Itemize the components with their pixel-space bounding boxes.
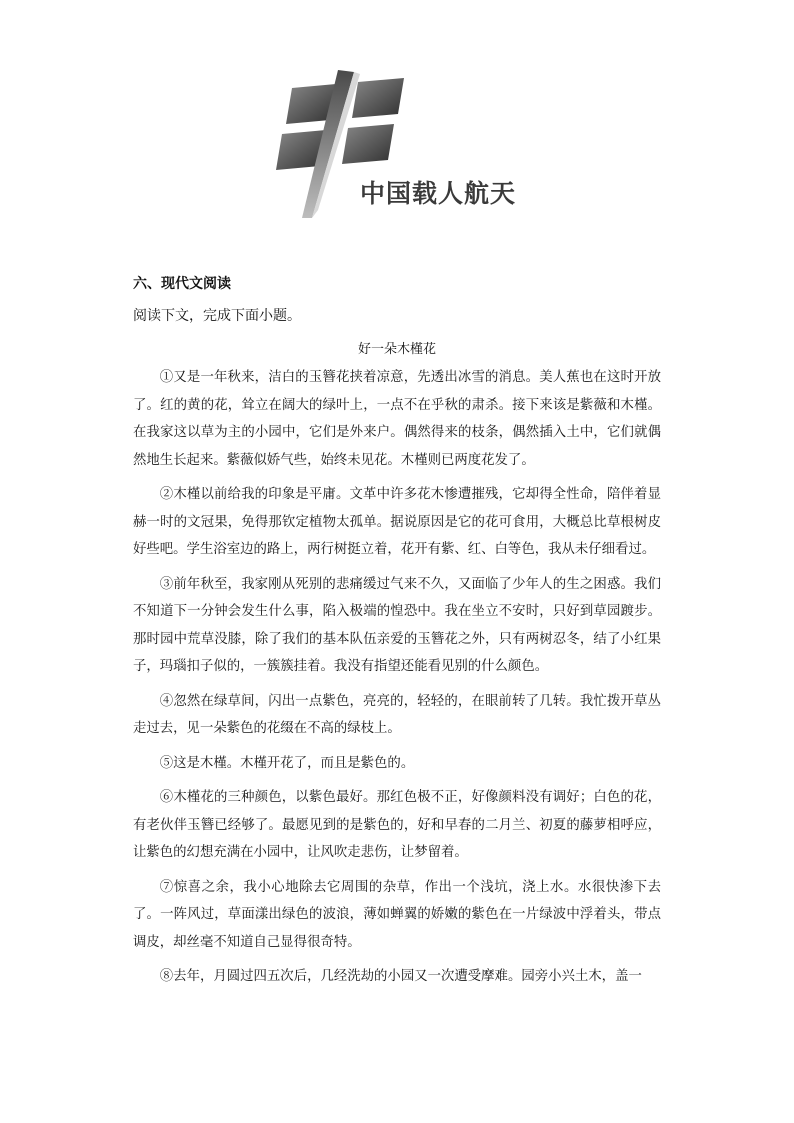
article-paragraph-1: ①又是一年秋来，洁白的玉簪花挟着凉意，先透出冰雪的消息。美人蕉也在这时开放了。红的黄的花，耸立在阔大的绿叶上，一点不在乎秋的肃杀。接下来该是紫薇和木槿。在我家这以草为主的小园中，它们是外来户。偶然得来的枝条，偶然插入土中，它们就偶然地生长起来。紫薇似娇气些，始终未见花。木槿则已两度花发了。	[133, 370, 661, 468]
section-title: 六、现代文阅读	[133, 276, 231, 292]
logo-text: 中国载人航天	[360, 179, 517, 208]
article-paragraph-6: ⑥木槿花的三种颜色，以紫色最好。那红色极不正，好像颜料没有调好；白色的花，有老伙伴玉簪已经够了。最愿见到的是紫色的，好和早春的二月兰、初夏的藤萝相呼应，让紫色的幻想充满在小园中，让风吹走悲伤，让梦留着。	[133, 790, 661, 860]
china-manned-space-logo	[268, 70, 528, 220]
article-paragraph-4: ④忽然在绿草间，闪出一点紫色，亮亮的，轻轻的，在眼前转了几转。我忙拨开草丛走过去，见一朵紫色的花缀在不高的绿枝上。	[133, 693, 661, 736]
article-paragraph-7: ⑦惊喜之余，我小心地除去它周围的杂草，作出一个浅坑，浇上水。水很快渗下去了。一阵风过，草面漾出绿色的波浪，薄如蝉翼的娇嫩的紫色在一片绿波中浮着头，带点调皮，却丝毫不知道自己显得很奇特。	[133, 879, 661, 950]
article-paragraph-2: ②木槿以前给我的印象是平庸。文革中许多花木惨遭摧残，它却得全性命，陪伴着显赫一时的文冠果，免得那钦定植物太孤单。据说原因是它的花可食用，大概总比草根树皮好些吧。学生浴室边的路上，两行树挺立着，花开有紫、红、白等色，我从未仔细看过。	[133, 487, 661, 557]
article-paragraph-3: ③前年秋至，我家刚从死别的悲痛缓过气来不久，又面临了少年人的生之困惑。我们不知道下一分钟会发生什么事，陷入极端的惶恐中。我在坐立不安时，只好到草园踱步。那时园中荒草没膝，除了我们的基本队伍亲爱的玉簪花之外，只有两树忍冬，结了小红果子，玛瑙扣子似的，一簇簇挂着。我没有指望还能看见别的什么颜色。	[133, 576, 661, 674]
article-paragraph-8: ⑧去年，月圆过四五次后，几经洗劫的小园又一次遭受摩难。园旁小兴土木，盖一	[159, 969, 642, 984]
article-paragraph-5: ⑤这是木槿。木槿开花了，而且是紫色的。	[159, 755, 415, 771]
article-title: 好一朵木槿花	[357, 342, 436, 357]
article-body	[133, 364, 661, 998]
reading-instruction: 阅读下文，完成下面小题。	[133, 308, 301, 324]
